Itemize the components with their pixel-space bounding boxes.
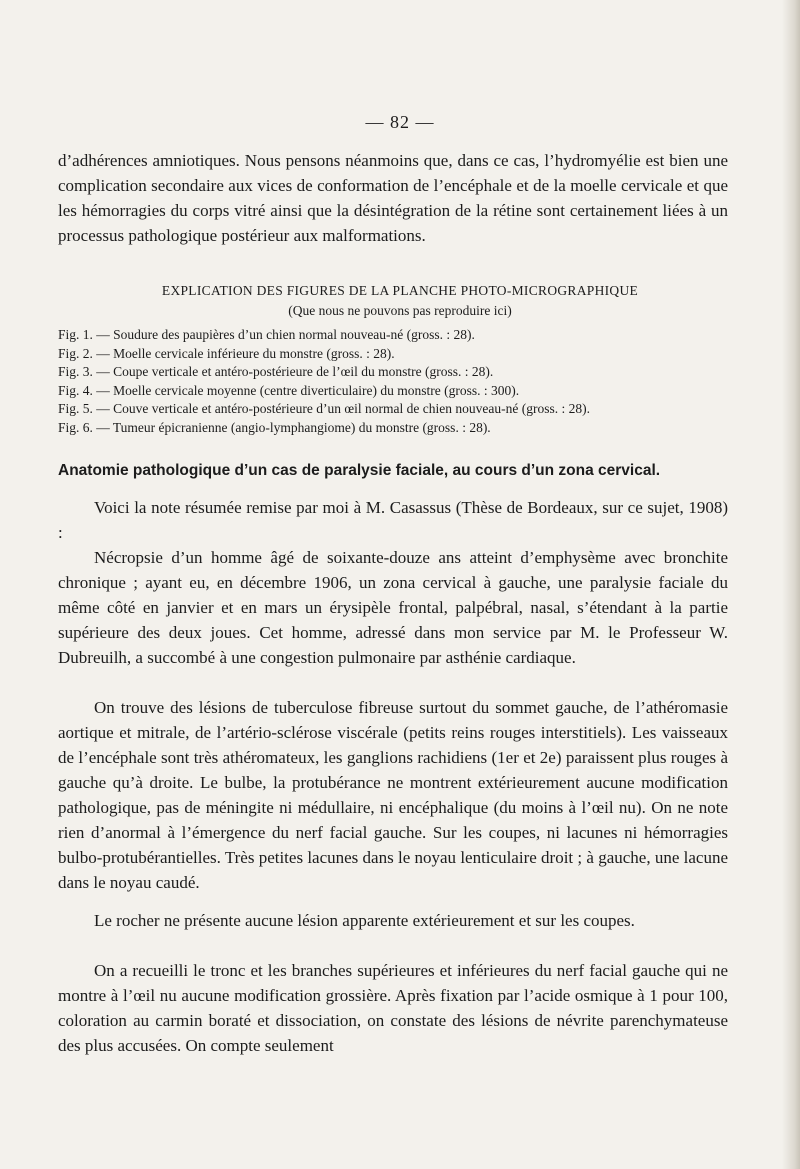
page-number: — 82 — <box>365 112 435 132</box>
body-paragraph-3: On trouve des lésions de tuberculose fibreuse surtout du sommet gauche, de l’athéromasie aortique et mitrale, de l’artério-sclérose viscérale (petits reins rouges interstitiels). Les vaisseaux de l’encéphale sont très athéromateux, les ganglions rachidiens (1er et 2e) paraissent plus rouges à gauche qu’à droite. Le bulbe, la protubérance ne montrent extérieurement aucune modification pathologique, pas de méningite ni médullaire, ni encéphalique (du moins à l’œil nu). On ne note rien d’anormal à l’émergence du nerf facial gauche. Sur les coupes, ni lacunes ni hémorragies bulbo-protubérantielles. Très petites lacunes dans le noyau lenticulaire droit ; à gauche, une lacune dans le noyau caudé. <box>58 698 728 892</box>
figure-caption-6: Fig. 6. — Tumeur épicranienne (angio-lymphangiome) du monstre (gross. : 28). <box>58 419 491 435</box>
body-paragraph-5: On a recueilli le tronc et les branches supérieures et inférieures du nerf facial gauche qui ne montre à l’œil nu aucune modification grossière. Après fixation par l’acide osmique à 1 pour 100, coloration au carmin boraté et dissociation, on constate des lésions de névrite parenchymateuse des plus accusées. On compte seulement <box>58 961 728 1055</box>
figure-list <box>58 326 748 437</box>
body-paragraph-2: Nécropsie d’un homme âgé de soixante-douze ans atteint d’emphysème avec bronchite chronique ; ayant eu, en décembre 1906, un zona cervical à gauche, une paralysie faciale du même côté en janvier et en mars un érysipèle frontal, palpébral, nasal, s’étendant à la partie supérieure des deux joues. Cet homme, adressé dans mon service par M. le Professeur W. Dubreuilh, a succombé à une congestion pulmonaire par asthénie cardiaque. <box>58 548 728 667</box>
figure-caption-1: Fig. 1. — Soudure des paupières d’un chien normal nouveau-né (gross. : 28). <box>58 327 475 342</box>
figures-explanation-title: EXPLICATION DES FIGURES DE LA PLANCHE PHOTO-MICROGRAPHIQUE <box>161 283 639 298</box>
figure-caption-2: Fig. 2. — Moelle cervicale inférieure du monstre (gross. : 28). <box>58 345 395 361</box>
figure-caption-3: Fig. 3. — Coupe verticale et antéro-postérieure de l’œil du monstre (gross. : 28). <box>58 364 494 379</box>
page-edge-shadow <box>782 0 800 1169</box>
body-paragraph-1: Voici la note résumée remise par moi à M. Casassus (Thèse de Bordeaux, sur ce sujet, 1908) : <box>58 498 728 542</box>
intro-paragraph: d’adhérences amniotiques. Nous pensons néanmoins que, dans ce cas, l’hydromyélie est bien une complication secondaire aux vices de conformation de l’encéphale et de la moelle cervicale et que les hémorragies du corps vitré ainsi que la désintégration de la rétine sont certainement liées à un processus pathologique postérieur aux malformations. <box>58 151 728 245</box>
figures-explanation-subtitle: (Que nous ne pouvons pas reproduire ici) <box>288 303 512 318</box>
figure-caption-5: Fig. 5. — Couve verticale et antéro-postérieure d’un œil normal de chien nouveau-né (gross. : 28). <box>58 401 590 416</box>
section-heading: Anatomie pathologique d’un cas de paralysie faciale, au cours d’un zona cervical. <box>58 462 661 479</box>
body-paragraph-4: Le rocher ne présente aucune lésion apparente extérieurement et sur les coupes. <box>94 911 635 930</box>
figure-caption-4: Fig. 4. — Moelle cervicale moyenne (centre diverticulaire) du monstre (gross. : 300). <box>58 382 520 398</box>
